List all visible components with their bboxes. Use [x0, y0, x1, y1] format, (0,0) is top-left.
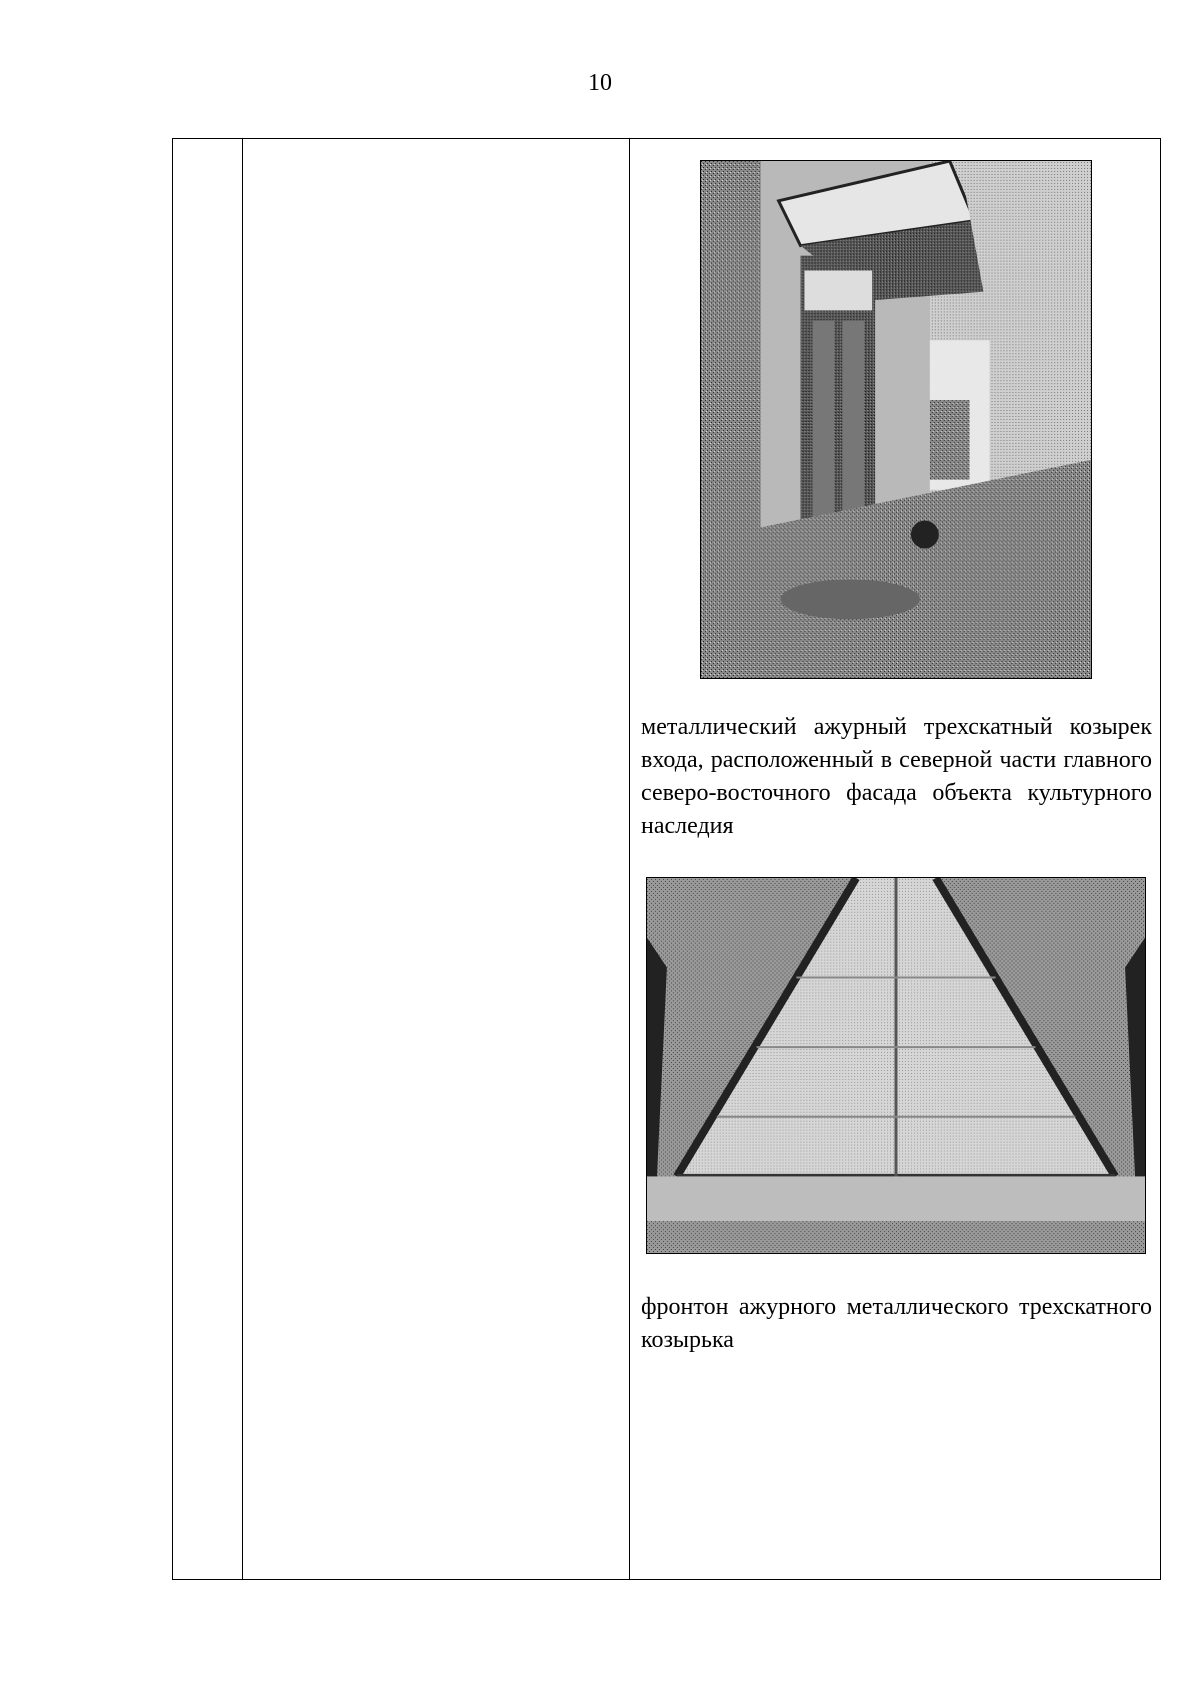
table-cell-description — [243, 139, 630, 1580]
page-number: 10 — [588, 70, 612, 96]
photo-caption: фронтон ажурного металлического трехскатного козырька — [641, 1294, 1152, 1353]
table-row — [173, 139, 1161, 1580]
table-cell-number — [173, 139, 243, 1580]
canopy-pediment-photo — [646, 877, 1146, 1254]
photo-caption: металлический ажурный трехскатный козырек входа, расположенный в северной части главного северо-восточного фасада объекта культурного наследия — [641, 714, 1152, 839]
document-table — [172, 138, 1161, 1580]
entrance-canopy-photo — [700, 160, 1092, 679]
table-cell-photos — [630, 139, 1161, 1580]
